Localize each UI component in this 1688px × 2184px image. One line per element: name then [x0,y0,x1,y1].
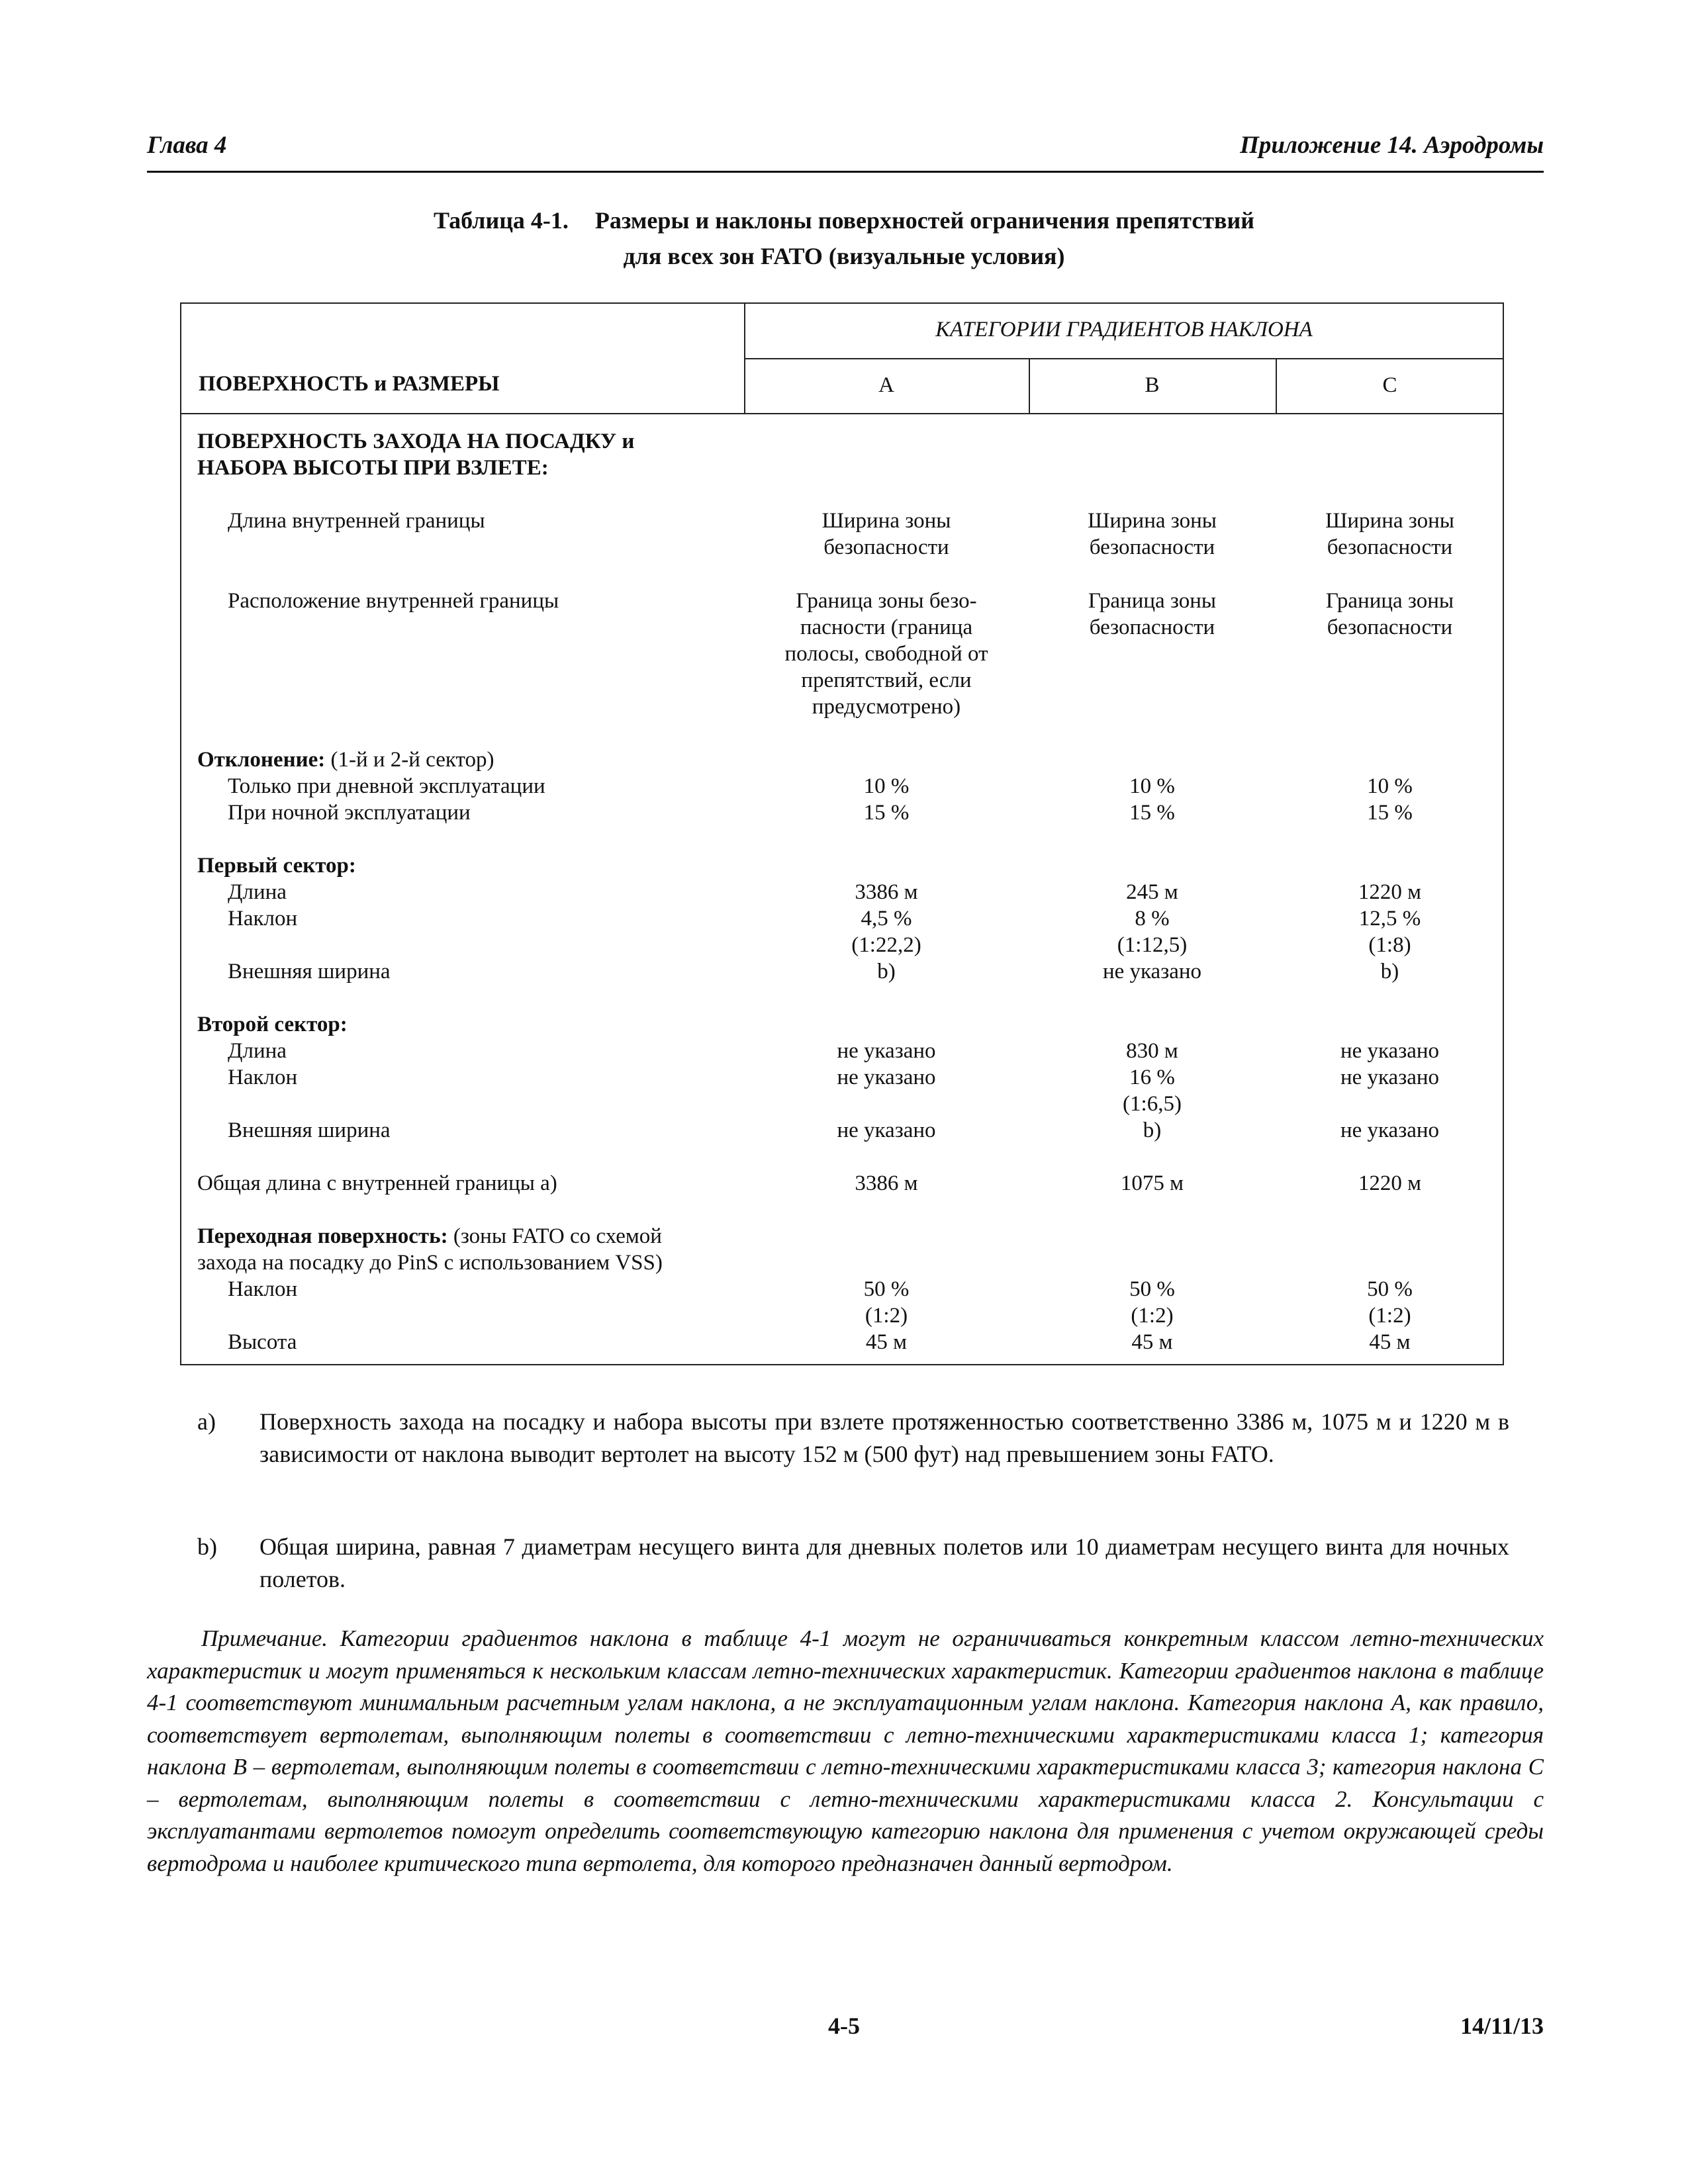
total-length-a: 3386 м [855,1171,918,1195]
table-number: Таблица 4-1. [434,207,569,234]
row-label-inner-location: Расположение внутренней границы [228,589,559,613]
transitional-slope-label: Наклон [228,1277,298,1301]
transitional-title-line2: захода на посадку до PinS с использованием VSS) [197,1251,663,1275]
transitional-b: 50 % (1:2) 45 м [1129,1277,1175,1354]
footnote-text: Общая ширина, равная 7 диаметрам несущего винта для дневных полетов или 10 диаметрам несущего винта для ночных полетов. [259,1533,1509,1592]
first-slope-label: Наклон [228,907,298,931]
second-section-b: 830 м 16 % (1:6,5) b) [1123,1039,1182,1142]
row-label-night-divergence: При ночной эксплуатации [228,801,471,825]
footnote-key: b) [197,1533,217,1560]
table-title-line2: для всех зон FATO (визуальные условия) [623,243,1065,269]
note-paragraph: Примечание. Категории градиентов наклона в таблице 4-1 могут не ограничиваться конкретным классом летно-технических характеристик и могут применяться к нескольким классам летно-технических характеристик. Категории градиентов наклона в таблице 4-1 соответствуют минимальным расчетным углам наклона, а не эксплуатационным углам наклона. Категория наклона А, как правило, соответствует вертолетам, выполняющим полеты в соответствии с летно-техническими характеристиками класса 1; категория наклона В – вертолетам, выполняющим полеты в соответствии с летно-техническими характеристиками класса 3; категория наклона С – вертолетам, выполняющим полеты в соответствии с летно-техническими характеристиками класса 2. Консультации с эксплуатантами вертолетов помогут определить соответствующую категорию наклона для применения с учетом окружающей среды вертодрома и наиболее критического типа вертолета, для которого предназначен данный вертодром. [147,1625,1544,1876]
inner-width-c: Ширина зоны безопасности [1325,509,1454,559]
total-length-b: 1075 м [1120,1171,1184,1195]
slope-categories-header: КАТЕГОРИИ ГРАДИЕНТОВ НАКЛОНА [935,318,1313,341]
page-number: 4-5 [828,2013,860,2039]
divergence-title: Отклонение: (1-й и 2-й сектор) [197,748,494,772]
category-c-header: C [1382,373,1397,397]
annex-header: Приложение 14. Аэродромы [1240,132,1544,159]
category-a-header: A [878,373,894,397]
inner-location-c: Граница зоны безопасности [1325,589,1454,639]
footnote-key: a) [197,1408,216,1435]
second-section-c: не указано не указано не указано [1340,1039,1440,1142]
divergence-a: 10 % 15 % [863,774,910,825]
surface-dimensions-header: ПОВЕРХНОСТЬ и РАЗМЕРЫ [199,372,500,396]
footnote-text: Поверхность захода на посадку и набора высоты при взлете протяженностью соответственно 3386 м, 1075 м и 1220 м в зависимости от наклона выводит вертолет на высоту 152 м (500 фут) над превышением зоны FATO. [259,1408,1509,1467]
transitional-c: 50 % (1:2) 45 м [1367,1277,1413,1354]
chapter-header: Глава 4 [147,132,227,159]
footnote-a [197,1406,1509,1471]
row-label-total-length: Общая длина с внутренней границы а) [197,1171,557,1195]
transitional-title: Переходная поверхность: (зоны FATO со схемой [197,1224,662,1248]
second-section-title: Второй сектор: [197,1013,348,1036]
footnote-b [197,1531,1509,1596]
first-section-b: 245 м 8 % (1:12,5) не указано [1102,880,1202,983]
second-section-a: не указано не указано не указано [837,1039,936,1142]
inner-location-a: Граница зоны безо- пасности (граница полосы, свободной от препятствий, если предусмотрено) [784,589,988,719]
table-rule [180,413,1504,414]
divergence-c: 10 % 15 % [1367,774,1413,825]
section-approach-line1: ПОВЕРХНОСТЬ ЗАХОДА НА ПОСАДКУ и [197,430,635,453]
divergence-b: 10 % 15 % [1129,774,1175,825]
header-divider [147,171,1544,173]
total-length-c: 1220 м [1358,1171,1422,1195]
table-title [0,206,1688,234]
row-label-day-divergence: Только при дневной эксплуатации [228,774,545,798]
category-b-header: B [1145,373,1160,397]
table-rule [744,358,1504,359]
first-length-label: Длина [228,880,287,904]
first-section-title: Первый сектор: [197,854,356,878]
table-title-line1: Размеры и наклоны поверхностей ограничения препятствий [594,207,1254,234]
second-length-label: Длина [228,1039,287,1063]
inner-width-a: Ширина зоны безопасности [821,509,951,559]
first-outer-width-label: Внешняя ширина [228,960,391,983]
revision-date: 14/11/13 [1460,2013,1544,2039]
section-approach-line2: НАБОРА ВЫСОТЫ ПРИ ВЗЛЕТЕ: [197,456,549,480]
transitional-a: 50 % (1:2) 45 м [863,1277,910,1354]
first-section-a: 3386 м 4,5 % (1:22,2) b) [851,880,921,983]
inner-location-b: Граница зоны безопасности [1088,589,1217,639]
first-section-c: 1220 м 12,5 % (1:8) b) [1358,880,1422,983]
inner-width-b: Ширина зоны безопасности [1088,509,1217,559]
row-label-inner-width: Длина внутренней границы [228,509,485,533]
second-slope-label: Наклон [228,1066,298,1089]
transitional-height-label: Высота [228,1330,297,1354]
second-outer-width-label: Внешняя ширина [228,1118,391,1142]
